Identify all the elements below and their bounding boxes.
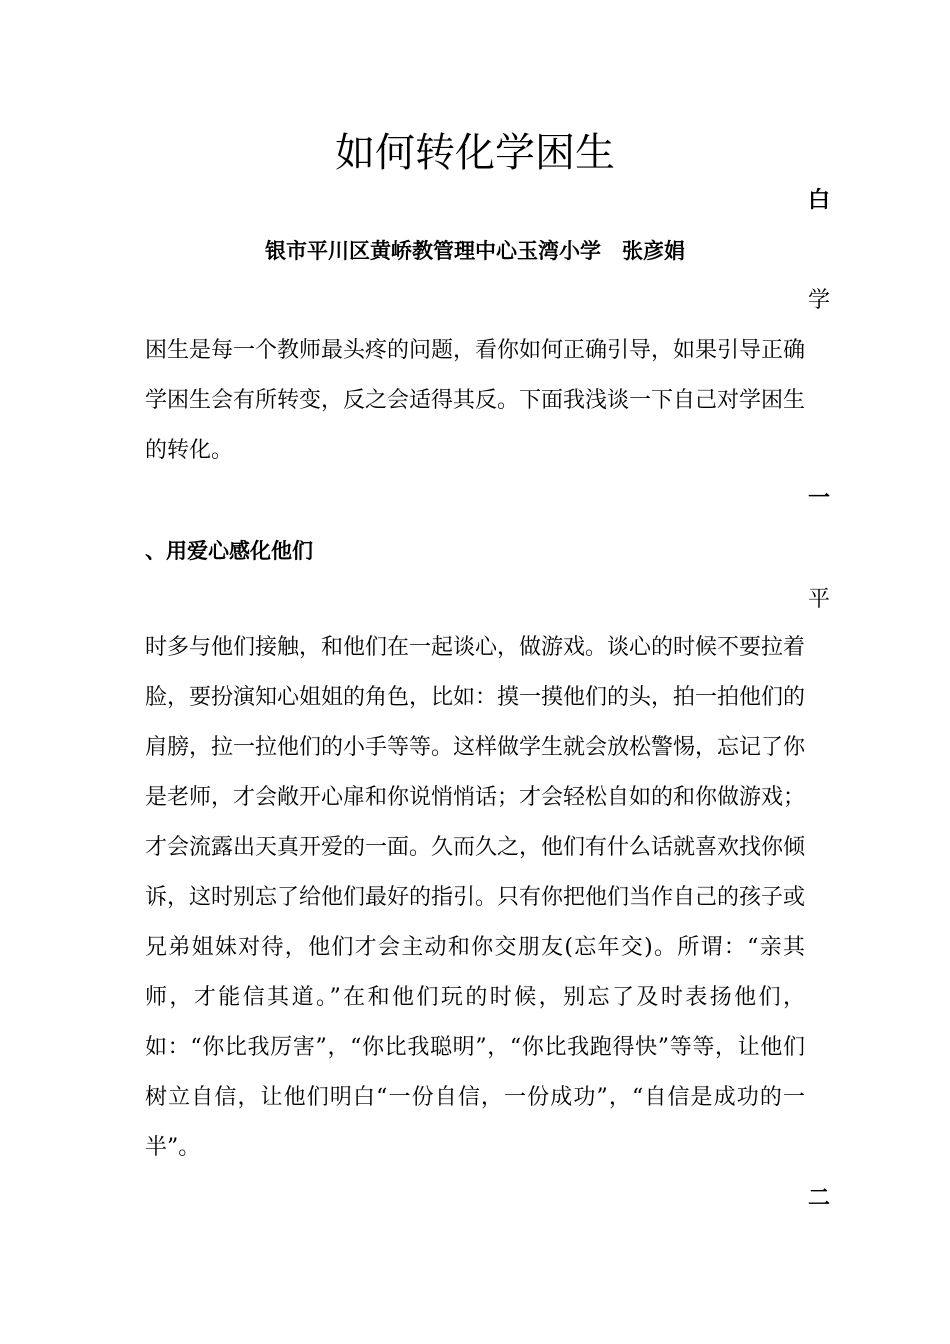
- right-aligned-char: 一: [807, 486, 830, 511]
- section-heading: 、用爱心感化他们: [145, 539, 313, 563]
- right-aligned-char: 平: [807, 587, 830, 612]
- intro-paragraph: 困生是每一个教师最头疼的问题，看你如何正确引导，如果引导正确学困生会有所转变，反之会适得其反。下面我浅谈一下自己对学困生的转化。: [145, 338, 806, 463]
- author-affiliation: 银市平川区黄峤教管理中心玉湾小学 张彦娟: [265, 239, 685, 263]
- document-title: 如何转化学困生: [335, 130, 615, 176]
- section-paragraph: 时多与他们接触，和他们在一起谈心，做游戏。谈心的时候不要拉着脸，要扮演知心姐姐的角色，比如：摸一摸他们的头，拍一拍他们的肩膀，拉一拉他们的小手等等。这样做学生就会放松警惕，忘记了你是老师，才会敞开心扉和你说悄悄话；才会轻松自如的和你做游戏；才会流露出天真开爱的一面。久而久之，他们有什么话就喜欢找你倾诉，这时别忘了给他们最好的指引。只有你把他们当作自己的孩子或兄弟姐妹对待，他们才会主动和你交朋友(忘年交)。所谓：“亲其师，才能信其道。”在和他们玩的时候，别忘了及时表扬他们，如：“你比我厉害”，“你比我聪明”，“你比我跑得快”等等，让他们树立自信，让他们明白“一份自信，一份成功”，“自信是成功的一半”。: [145, 635, 806, 1160]
- right-aligned-char: 学: [807, 288, 830, 313]
- right-aligned-char: 白: [807, 188, 830, 213]
- right-aligned-char: 二: [807, 1186, 830, 1211]
